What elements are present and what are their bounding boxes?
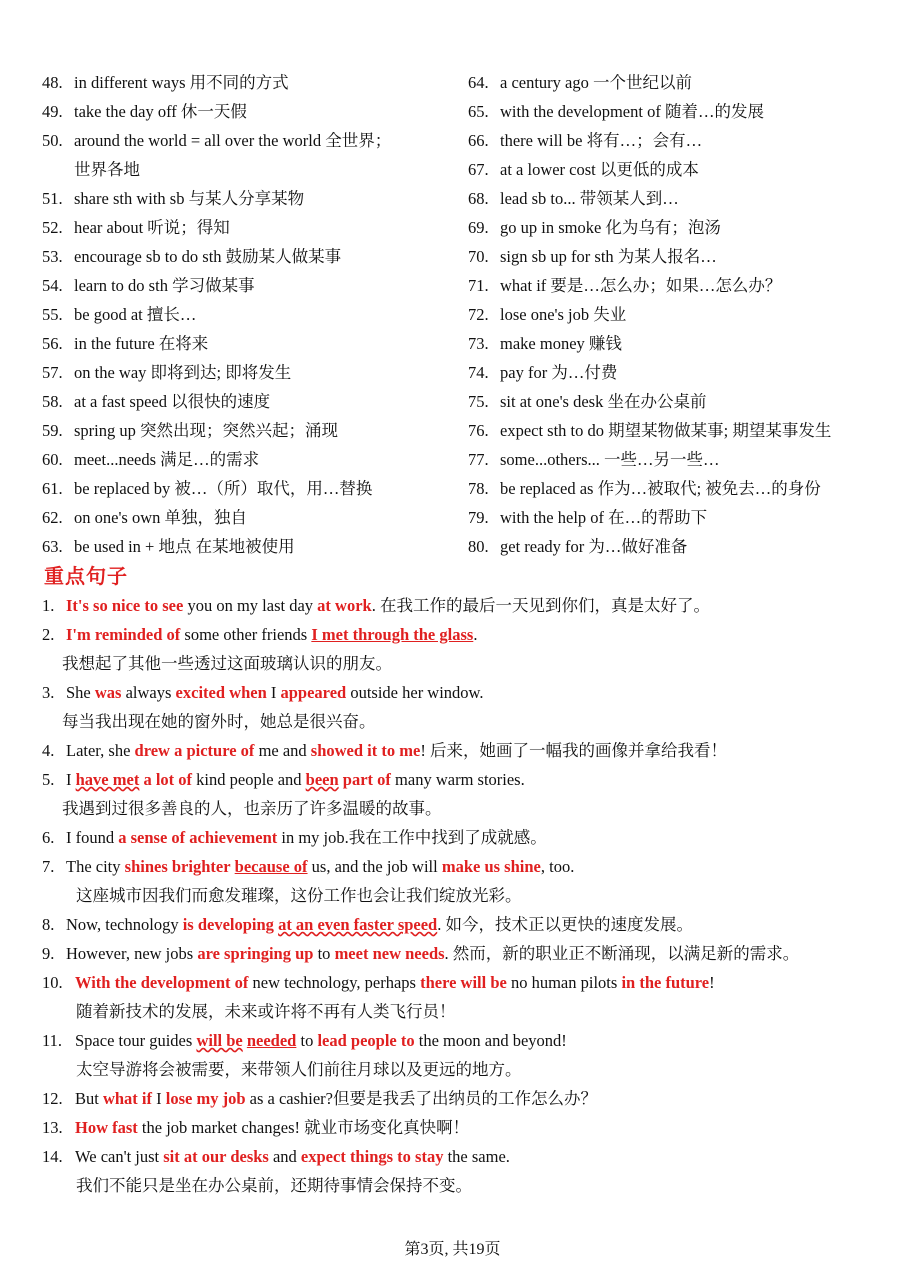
highlighted-phrase: How fast bbox=[75, 1118, 138, 1137]
phrase-text bbox=[74, 68, 289, 97]
phrase-item bbox=[42, 387, 462, 416]
sentence-translation: 我遇到过很多善良的人，也亲历了许多温暖的故事。 bbox=[62, 799, 442, 818]
sentence-segment: to bbox=[313, 944, 335, 963]
phrase-number: 79. bbox=[468, 508, 489, 527]
phrase-text bbox=[500, 155, 699, 184]
sentence-segment: . 如今，技术正以更快的速度发展。 bbox=[437, 915, 693, 934]
phrase-text bbox=[500, 532, 687, 561]
phrase-main: lose one's job 失业 bbox=[500, 305, 627, 324]
phrase-text bbox=[74, 242, 341, 271]
phrase-continuation: 世界各地 bbox=[74, 160, 140, 179]
phrase-text bbox=[500, 300, 626, 329]
sentence-english bbox=[42, 736, 882, 765]
sentence-number: 3. bbox=[42, 683, 55, 702]
phrase-text bbox=[500, 68, 692, 97]
sentence-segment: in my job.我在工作中找到了成就感。 bbox=[277, 828, 547, 847]
phrase-item bbox=[42, 358, 462, 387]
phrase-main: a century ago 一个世纪以前 bbox=[500, 73, 692, 92]
sentence-segment: many warm stories. bbox=[390, 770, 525, 789]
highlighted-phrase: is developing bbox=[182, 915, 274, 934]
sentence-segment: and bbox=[268, 1147, 301, 1166]
highlighted-phrase: shines brighter bbox=[124, 857, 231, 876]
highlighted-phrase: a lot of bbox=[143, 770, 193, 789]
phrase-main: be used in + 地点 在某地被使用 bbox=[74, 537, 295, 556]
phrase-item bbox=[42, 416, 462, 445]
sentence-item bbox=[42, 591, 882, 620]
phrase-text bbox=[74, 300, 196, 329]
sentence-number: 11. bbox=[42, 1031, 63, 1050]
sentence-segment: us, and the job will bbox=[307, 857, 442, 876]
sentence-segment: no human pilots bbox=[506, 973, 622, 992]
sentence-item bbox=[42, 1084, 882, 1113]
phrase-item bbox=[468, 358, 893, 387]
sentence-item bbox=[42, 823, 882, 852]
sentence-number: 14. bbox=[42, 1147, 63, 1166]
sentence-segment: always bbox=[121, 683, 176, 702]
sentence-english bbox=[42, 823, 882, 852]
sentence-english bbox=[42, 1084, 882, 1113]
sentence-english bbox=[42, 678, 882, 707]
sentence-segment: However, new jobs bbox=[66, 944, 198, 963]
phrase-main: sign sb up for sth 为某人报名… bbox=[500, 247, 717, 266]
sentence-segment: . 在我工作的最后一天见到你们，真是太好了。 bbox=[371, 596, 710, 615]
phrase-number: 72. bbox=[468, 305, 489, 324]
phrase-item bbox=[468, 242, 893, 271]
phrase-main: in the future 在将来 bbox=[74, 334, 209, 353]
phrase-item bbox=[468, 271, 893, 300]
phrase-item bbox=[42, 503, 462, 532]
section-heading: 重点句子 bbox=[44, 564, 128, 588]
sentence-segment: , too. bbox=[540, 857, 575, 876]
phrase-number: 55. bbox=[42, 305, 63, 324]
highlighted-phrase: It's so nice to see bbox=[66, 596, 184, 615]
phrase-main: at a fast speed 以很快的速度 bbox=[74, 392, 271, 411]
phrase-item bbox=[42, 445, 462, 474]
phrase-number: 57. bbox=[42, 363, 63, 382]
sentence-number: 2. bbox=[42, 625, 55, 644]
phrase-main: around the world = all over the world 全世界； bbox=[74, 131, 392, 150]
highlighted-phrase: showed it to me bbox=[310, 741, 421, 760]
sentence-number: 12. bbox=[42, 1089, 63, 1108]
phrase-item bbox=[42, 532, 462, 561]
phrase-list-right bbox=[468, 68, 893, 561]
sentence-item bbox=[42, 1026, 882, 1084]
page-footer: 第3页, 共19页 bbox=[404, 1241, 501, 1258]
phrase-number: 58. bbox=[42, 392, 63, 411]
phrase-text bbox=[74, 503, 247, 532]
phrase-number: 74. bbox=[468, 363, 489, 382]
sentence-segment: some other friends bbox=[180, 625, 312, 644]
highlighted-phrase: sit at our desks bbox=[163, 1147, 269, 1166]
sentence-english bbox=[42, 1113, 882, 1142]
highlighted-phrase: lead people to bbox=[317, 1031, 415, 1050]
sentence-segment: ! 后来，她画了一幅我的画像并拿给我看！ bbox=[420, 741, 727, 760]
phrase-number: 59. bbox=[42, 421, 63, 440]
key-sentences-list bbox=[42, 591, 882, 1200]
phrase-main: some...others... 一些…另一些… bbox=[500, 450, 720, 469]
phrase-text bbox=[74, 474, 372, 503]
sentence-english bbox=[42, 939, 882, 968]
sentence-number: 1. bbox=[42, 596, 55, 615]
phrase-text bbox=[500, 242, 717, 271]
phrase-list-left bbox=[42, 68, 462, 561]
sentence-segment: The city bbox=[66, 857, 125, 876]
sentence-segment: I found bbox=[66, 828, 119, 847]
phrase-item bbox=[42, 184, 462, 213]
sentence-segment: But bbox=[75, 1089, 103, 1108]
sentence-item bbox=[42, 736, 882, 765]
phrase-text bbox=[74, 271, 255, 300]
sentence-english bbox=[42, 968, 882, 997]
sentence-segment: outside her window. bbox=[346, 683, 484, 702]
phrase-number: 49. bbox=[42, 102, 63, 121]
sentence-item bbox=[42, 678, 882, 736]
phrase-text bbox=[74, 445, 259, 474]
sentence-item bbox=[42, 620, 882, 678]
phrase-text bbox=[500, 503, 707, 532]
phrase-item bbox=[468, 387, 893, 416]
phrase-number: 52. bbox=[42, 218, 63, 237]
phrase-item bbox=[42, 97, 462, 126]
sentence-segment: Now, technology bbox=[66, 915, 183, 934]
sentence-segment: Later, she bbox=[66, 741, 135, 760]
phrase-text bbox=[500, 358, 617, 387]
sentence-segment: Space tour guides bbox=[75, 1031, 197, 1050]
phrase-main: with the development of 随着…的发展 bbox=[500, 102, 764, 121]
phrase-number: 69. bbox=[468, 218, 489, 237]
highlighted-phrase: With the development of bbox=[75, 973, 249, 992]
phrase-main: on one's own 单独，独自 bbox=[74, 508, 248, 527]
sentence-translation: 我们不能只是坐在办公桌前，还期待事情会保持不变。 bbox=[76, 1176, 472, 1195]
phrase-main: get ready for 为…做好准备 bbox=[500, 537, 688, 556]
sentence-english bbox=[42, 1142, 882, 1171]
phrase-text bbox=[74, 126, 391, 184]
phrase-item bbox=[468, 445, 893, 474]
highlighted-phrase: at an even faster speed bbox=[278, 915, 438, 934]
phrase-text bbox=[500, 213, 721, 242]
sentence-item bbox=[42, 939, 882, 968]
highlighted-phrase: what if bbox=[102, 1089, 153, 1108]
sentence-english bbox=[42, 852, 882, 881]
phrase-number: 62. bbox=[42, 508, 63, 527]
sentence-segment: . bbox=[473, 625, 478, 644]
phrase-item bbox=[468, 155, 893, 184]
phrase-item bbox=[42, 213, 462, 242]
phrase-number: 68. bbox=[468, 189, 489, 208]
phrase-item bbox=[468, 126, 893, 155]
highlighted-phrase: a sense of achievement bbox=[118, 828, 278, 847]
highlighted-phrase: been bbox=[305, 770, 339, 789]
phrase-item bbox=[42, 300, 462, 329]
phrase-main: in different ways 用不同的方式 bbox=[74, 73, 289, 92]
sentence-segment: I bbox=[152, 1089, 166, 1108]
sentence-item bbox=[42, 968, 882, 1026]
highlighted-phrase: expect things to stay bbox=[300, 1147, 444, 1166]
phrase-number: 77. bbox=[468, 450, 489, 469]
phrase-number: 70. bbox=[468, 247, 489, 266]
highlighted-phrase: drew a picture of bbox=[134, 741, 255, 760]
phrase-item bbox=[468, 300, 893, 329]
phrase-number: 80. bbox=[468, 537, 489, 556]
phrase-main: spring up 突然出现；突然兴起；涌现 bbox=[74, 421, 338, 440]
sentence-translation: 随着新技术的发展，未来或许将不再有人类飞行员！ bbox=[76, 1002, 456, 1021]
sentence-segment: ! bbox=[709, 973, 715, 992]
highlighted-phrase: meet new needs bbox=[334, 944, 445, 963]
sentence-segment: We can't just bbox=[75, 1147, 164, 1166]
highlighted-phrase: excited when bbox=[175, 683, 267, 702]
highlighted-phrase: at work bbox=[317, 596, 372, 615]
sentence-segment: the job market changes! 就业市场变化真快啊！ bbox=[137, 1118, 470, 1137]
phrase-text bbox=[500, 474, 821, 503]
phrase-main: meet...needs 满足…的需求 bbox=[74, 450, 260, 469]
phrase-text bbox=[500, 387, 706, 416]
sentence-segment: . 然而，新的职业正不断涌现，以满足新的需求。 bbox=[444, 944, 800, 963]
phrase-text bbox=[500, 97, 764, 126]
phrase-number: 61. bbox=[42, 479, 63, 498]
sentence-translation: 这座城市因我们而愈发璀璨，这份工作也会让我们绽放光彩。 bbox=[76, 886, 522, 905]
sentence-number: 6. bbox=[42, 828, 55, 847]
sentence-segment: you on my last day bbox=[183, 596, 318, 615]
phrase-number: 53. bbox=[42, 247, 63, 266]
sentence-english bbox=[42, 1026, 882, 1055]
highlighted-phrase: because of bbox=[234, 857, 308, 876]
phrase-number: 66. bbox=[468, 131, 489, 150]
sentence-segment: I bbox=[266, 683, 281, 702]
sentence-number: 5. bbox=[42, 770, 55, 789]
phrase-text bbox=[500, 126, 702, 155]
phrase-number: 51. bbox=[42, 189, 63, 208]
highlighted-phrase: I met through the glass bbox=[311, 625, 474, 644]
sentence-translation: 每当我出现在她的窗外时，她总是很兴奋。 bbox=[62, 712, 376, 731]
phrase-main: sit at one's desk 坐在办公桌前 bbox=[500, 392, 707, 411]
highlighted-phrase: needed bbox=[246, 1031, 297, 1050]
phrase-text bbox=[500, 329, 622, 358]
phrase-number: 64. bbox=[468, 73, 489, 92]
sentence-number: 8. bbox=[42, 915, 55, 934]
sentence-segment: as a cashier?但要是我丢了出纳员的工作怎么办？ bbox=[245, 1089, 598, 1108]
phrase-main: be good at 擅长… bbox=[74, 305, 197, 324]
sentence-segment: the moon and beyond! bbox=[414, 1031, 567, 1050]
phrase-text bbox=[500, 445, 720, 474]
phrase-main: on the way 即将到达; 即将发生 bbox=[74, 363, 292, 382]
sentence-item bbox=[42, 765, 882, 823]
phrase-item bbox=[42, 68, 462, 97]
sentence-segment: new technology, perhaps bbox=[248, 973, 421, 992]
phrase-main: hear about 听说；得知 bbox=[74, 218, 230, 237]
sentence-item bbox=[42, 910, 882, 939]
phrase-number: 67. bbox=[468, 160, 489, 179]
sentence-translation: 我想起了其他一些透过这面玻璃认识的朋友。 bbox=[62, 654, 392, 673]
phrase-item bbox=[468, 213, 893, 242]
sentence-number: 13. bbox=[42, 1118, 63, 1137]
sentence-english bbox=[42, 910, 882, 939]
sentence-english bbox=[42, 620, 882, 649]
sentence-segment: kind people and bbox=[192, 770, 306, 789]
phrase-item bbox=[468, 474, 893, 503]
phrase-main: be replaced as 作为…被取代; 被免去…的身份 bbox=[500, 479, 821, 498]
phrase-item bbox=[42, 329, 462, 358]
phrase-main: share sth with sb 与某人分享某物 bbox=[74, 189, 305, 208]
sentence-segment: me and bbox=[254, 741, 311, 760]
phrase-main: with the help of 在…的帮助下 bbox=[500, 508, 708, 527]
highlighted-phrase: I'm reminded of bbox=[66, 625, 181, 644]
phrase-item bbox=[468, 68, 893, 97]
phrase-main: take the day off 休一天假 bbox=[74, 102, 247, 121]
phrase-text bbox=[500, 416, 831, 445]
sentence-number: 7. bbox=[42, 857, 55, 876]
phrase-text bbox=[500, 271, 781, 300]
phrase-item bbox=[42, 474, 462, 503]
phrase-item bbox=[468, 416, 893, 445]
phrase-main: there will be 将有…；会有… bbox=[500, 131, 703, 150]
phrase-number: 71. bbox=[468, 276, 489, 295]
phrase-main: lead sb to... 带领某人到… bbox=[500, 189, 679, 208]
phrase-text bbox=[74, 213, 230, 242]
highlighted-phrase: appeared bbox=[280, 683, 347, 702]
sentence-item bbox=[42, 1142, 882, 1200]
phrase-text bbox=[500, 184, 679, 213]
phrase-main: encourage sb to do sth 鼓励某人做某事 bbox=[74, 247, 342, 266]
sentence-item bbox=[42, 852, 882, 910]
phrase-number: 56. bbox=[42, 334, 63, 353]
phrase-item bbox=[468, 503, 893, 532]
sentence-translation: 太空导游将会被需要，来带领人们前往月球以及更远的地方。 bbox=[76, 1060, 522, 1079]
highlighted-phrase: are springing up bbox=[197, 944, 314, 963]
phrase-main: pay for 为…付费 bbox=[500, 363, 618, 382]
sentence-segment: She bbox=[66, 683, 95, 702]
sentence-number: 10. bbox=[42, 973, 63, 992]
phrase-text bbox=[74, 97, 247, 126]
phrase-text bbox=[74, 184, 304, 213]
sentence-segment: to bbox=[296, 1031, 318, 1050]
phrase-text bbox=[74, 387, 270, 416]
phrase-number: 50. bbox=[42, 131, 63, 150]
phrase-text bbox=[74, 358, 291, 387]
phrase-number: 75. bbox=[468, 392, 489, 411]
phrase-item bbox=[468, 184, 893, 213]
phrase-number: 78. bbox=[468, 479, 489, 498]
phrase-main: at a lower cost 以更低的成本 bbox=[500, 160, 699, 179]
highlighted-phrase: lose my job bbox=[165, 1089, 246, 1108]
phrase-number: 54. bbox=[42, 276, 63, 295]
phrase-main: be replaced by 被…（所）取代，用…替换 bbox=[74, 479, 373, 498]
sentence-number: 9. bbox=[42, 944, 55, 963]
highlighted-phrase: have met bbox=[75, 770, 140, 789]
phrase-item bbox=[468, 532, 893, 561]
sentence-number: 4. bbox=[42, 741, 55, 760]
sentence-item bbox=[42, 1113, 882, 1142]
phrase-item bbox=[42, 126, 462, 184]
sentence-english bbox=[42, 765, 882, 794]
phrase-number: 73. bbox=[468, 334, 489, 353]
phrase-number: 65. bbox=[468, 102, 489, 121]
phrase-item bbox=[468, 329, 893, 358]
highlighted-phrase: there will be bbox=[420, 973, 507, 992]
phrase-text bbox=[74, 329, 208, 358]
phrase-number: 76. bbox=[468, 421, 489, 440]
phrase-item bbox=[468, 97, 893, 126]
phrase-number: 48. bbox=[42, 73, 63, 92]
sentence-english bbox=[42, 591, 882, 620]
highlighted-phrase: will be bbox=[196, 1031, 243, 1050]
highlighted-phrase: part of bbox=[342, 770, 391, 789]
phrase-item bbox=[42, 242, 462, 271]
phrase-item bbox=[42, 271, 462, 300]
highlighted-phrase: make us shine bbox=[441, 857, 541, 876]
sentence-segment: the same. bbox=[443, 1147, 510, 1166]
phrase-text bbox=[74, 416, 338, 445]
sentence-segment: I bbox=[66, 770, 76, 789]
phrase-main: go up in smoke 化为乌有；泡汤 bbox=[500, 218, 721, 237]
phrase-main: what if 要是…怎么办；如果…怎么办？ bbox=[500, 276, 782, 295]
highlighted-phrase: was bbox=[94, 683, 122, 702]
phrase-number: 63. bbox=[42, 537, 63, 556]
phrase-main: make money 赚钱 bbox=[500, 334, 622, 353]
phrase-main: learn to do sth 学习做某事 bbox=[74, 276, 255, 295]
phrase-main: expect sth to do 期望某物做某事; 期望某事发生 bbox=[500, 421, 832, 440]
phrase-text bbox=[74, 532, 295, 561]
highlighted-phrase: in the future bbox=[621, 973, 710, 992]
phrase-number: 60. bbox=[42, 450, 63, 469]
